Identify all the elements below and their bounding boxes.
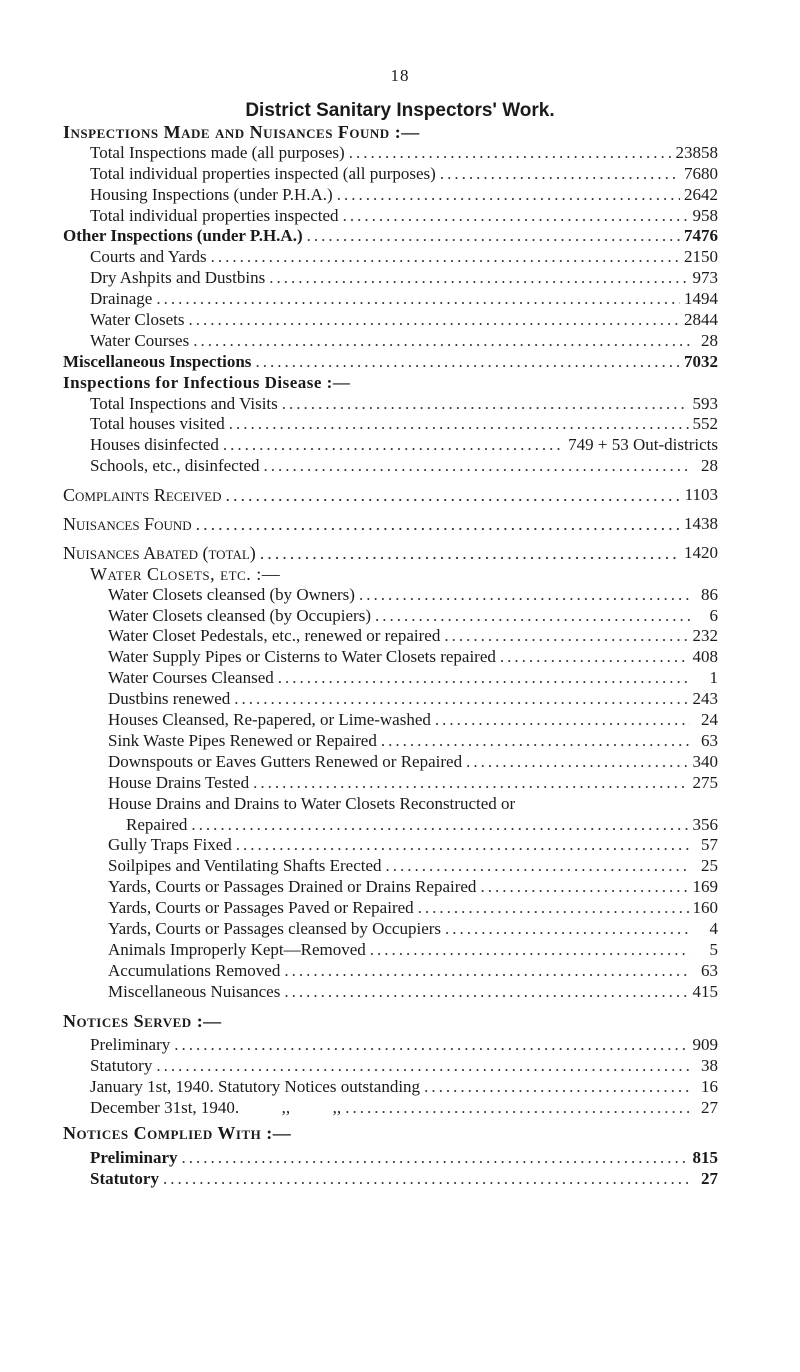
item-label: Total Inspections and Visits [90, 393, 278, 413]
list-item [0, 435, 800, 456]
leader-dots [163, 1169, 690, 1190]
item-value: 1 [709, 668, 718, 688]
leader-dots [284, 982, 688, 1003]
item-label: Miscellaneous Inspections [63, 351, 252, 371]
complaints-row [0, 485, 800, 506]
item-label: Schools, etc., disinfected [90, 456, 260, 476]
item-label: Complaints Received [63, 485, 222, 506]
item-label: Soilpipes and Ventilating Shafts Erected [108, 856, 382, 876]
item-value: 63 [701, 960, 718, 980]
page-number: 18 [390, 66, 410, 85]
section-heading-notices-complied: Notices Complied With :— [63, 1122, 292, 1143]
item-value: 28 [701, 456, 718, 476]
leader-dots [226, 485, 681, 506]
list-item [0, 835, 800, 856]
leader-dots [381, 731, 690, 752]
leader-dots [343, 206, 689, 227]
list-item [0, 310, 800, 331]
item-value: 243 [692, 689, 718, 709]
item-label: Preliminary [90, 1035, 171, 1055]
item-value: 38 [701, 1056, 718, 1076]
item-value: 4 [709, 918, 718, 938]
leader-dots [193, 331, 690, 352]
leader-dots [424, 1077, 690, 1098]
item-label: Total individual properties inspected (all purposes) [90, 163, 436, 183]
item-value: 28 [701, 330, 718, 350]
leader-dots [480, 877, 688, 898]
item-label: Animals Improperly Kept—Removed [108, 939, 366, 959]
item-value: 23858 [675, 142, 718, 162]
item-value: 27 [701, 1098, 718, 1118]
list-item [0, 456, 800, 477]
item-value: 27 [701, 1168, 718, 1188]
item-label-line [0, 794, 800, 815]
item-label: Preliminary [90, 1147, 178, 1167]
leader-dots [370, 940, 690, 961]
leader-dots [264, 456, 691, 477]
leader-dots [253, 773, 688, 794]
list-item [0, 585, 800, 606]
leader-dots [223, 435, 564, 456]
item-value: 63 [701, 730, 718, 750]
item-label: Nuisances Found [63, 514, 192, 535]
leader-dots [191, 815, 688, 836]
leader-dots [174, 1035, 688, 1056]
list-item [0, 247, 800, 268]
item-label: Yards, Courts or Passages cleansed by Occupiers [108, 918, 442, 938]
item-label: Total Inspections made (all purposes) [90, 142, 345, 162]
list-item [0, 164, 800, 185]
item-value: 169 [692, 877, 718, 897]
leader-dots [284, 961, 690, 982]
item-label: January 1st, 1940. Statutory Notices outstanding [90, 1077, 421, 1097]
item-value: 552 [692, 414, 718, 434]
subheading-infectious: Inspections for Infectious Disease :— [63, 372, 351, 392]
item-label: Gully Traps Fixed [108, 835, 232, 855]
item-value: 958 [692, 205, 718, 225]
item-label: Statutory [90, 1056, 153, 1076]
list-item [0, 1056, 800, 1077]
list-item [0, 185, 800, 206]
leader-dots [386, 856, 690, 877]
list-item [0, 414, 800, 435]
list-item [0, 773, 800, 794]
list-item [0, 940, 800, 961]
item-value: 7032 [684, 351, 718, 371]
item-label: Courts and Yards [90, 247, 207, 267]
list-item [0, 982, 800, 1003]
item-label: Housing Inspections (under P.H.A.) [90, 184, 333, 204]
item-value: 275 [692, 772, 718, 792]
item-value: 973 [692, 268, 718, 288]
item-value: 1103 [684, 485, 718, 505]
item-value: 25 [701, 856, 718, 876]
item-value: 593 [692, 393, 718, 413]
item-label: December 31st, 1940. ,, ,, [90, 1098, 342, 1118]
item-label: Water Supply Pipes or Cisterns to Water Closets repaired [108, 647, 496, 667]
item-label: Houses Cleansed, Re-papered, or Lime-washed [108, 710, 431, 730]
list-item [0, 815, 800, 836]
item-label: Other Inspections (under P.H.A.) [63, 226, 303, 246]
leader-dots [359, 585, 690, 606]
list-item [0, 352, 800, 373]
leader-dots [156, 289, 680, 310]
list-item [0, 143, 800, 164]
list-item [0, 1169, 800, 1190]
item-value: 24 [701, 710, 718, 730]
leader-dots [278, 668, 690, 689]
item-label: Total individual properties inspected [90, 205, 339, 225]
list-item [0, 647, 800, 668]
item-label: Repaired [126, 814, 188, 834]
list-item [0, 1035, 800, 1056]
item-label: Water Closets [90, 310, 185, 330]
leader-dots [229, 414, 689, 435]
item-label: Water Closets cleansed (by Occupiers) [108, 605, 371, 625]
leader-dots [337, 185, 680, 206]
list-item [0, 710, 800, 731]
list-item [0, 394, 800, 415]
leader-dots [182, 1148, 689, 1169]
list-item [0, 268, 800, 289]
item-value: 5 [709, 939, 718, 959]
list-item [0, 289, 800, 310]
list-item [0, 668, 800, 689]
item-value: 2642 [684, 184, 718, 204]
leader-dots [444, 626, 688, 647]
item-value: 7476 [684, 226, 718, 246]
item-value: 415 [692, 981, 718, 1001]
leader-dots [188, 310, 680, 331]
item-value: 232 [692, 626, 718, 646]
subheading-water-closets: Water Closets, etc. :— [90, 563, 281, 584]
nuisances-abated-row [0, 543, 800, 564]
leader-dots [282, 394, 689, 415]
item-label: Houses disinfected [90, 435, 219, 455]
leader-dots [196, 514, 680, 535]
item-value: 815 [692, 1147, 718, 1167]
list-item [0, 1098, 800, 1119]
item-value: 1420 [684, 542, 718, 562]
item-label: Total houses visited [90, 414, 225, 434]
nuisances-found-row [0, 514, 800, 535]
leader-dots [255, 352, 680, 373]
list-item [0, 731, 800, 752]
leader-dots [156, 1056, 690, 1077]
item-label: Water Closets cleansed (by Owners) [108, 584, 355, 604]
item-label: Drainage [90, 289, 153, 309]
item-label: House Drains and Drains to Water Closets Reconstructed or [108, 793, 516, 813]
item-value: 408 [692, 647, 718, 667]
item-label: House Drains Tested [108, 772, 250, 792]
list-item [0, 898, 800, 919]
leader-dots [307, 226, 680, 247]
list-item [0, 1148, 800, 1169]
item-value: 57 [701, 835, 718, 855]
item-label: Yards, Courts or Passages Paved or Repaired [108, 898, 414, 918]
list-item [0, 689, 800, 710]
leader-dots [500, 647, 689, 668]
item-value: 2844 [684, 310, 718, 330]
item-value: 2150 [684, 247, 718, 267]
item-value: 1494 [684, 289, 718, 309]
leader-dots [236, 835, 690, 856]
item-label: Statutory [90, 1168, 159, 1188]
list-item [0, 606, 800, 627]
page-title: District Sanitary Inspectors' Work. [245, 100, 555, 121]
item-value: 356 [692, 814, 718, 834]
leader-dots [375, 606, 690, 627]
leader-dots [418, 898, 689, 919]
list-item [0, 226, 800, 247]
report-body [0, 122, 800, 1190]
item-value: 160 [692, 898, 718, 918]
leader-dots [435, 710, 690, 731]
item-label: Water Closet Pedestals, etc., renewed or repaired [108, 626, 441, 646]
item-value: 1438 [684, 514, 718, 534]
item-value: 86 [701, 584, 718, 604]
list-item [0, 752, 800, 773]
list-item [0, 919, 800, 940]
item-value: 340 [692, 751, 718, 771]
item-value: 6 [709, 605, 718, 625]
item-label: Downspouts or Eaves Gutters Renewed or Repaired [108, 751, 463, 771]
item-label: Accumulations Removed [108, 960, 281, 980]
item-label: Nuisances Abated (total) [63, 542, 256, 563]
section-heading-inspections: Inspections Made and Nuisances Found :— [63, 122, 420, 142]
item-label: Sink Waste Pipes Renewed or Repaired [108, 730, 377, 750]
leader-dots [349, 143, 672, 164]
list-item [0, 856, 800, 877]
item-label: Dustbins renewed [108, 689, 231, 709]
item-label: Water Courses [90, 330, 190, 350]
item-label: Yards, Courts or Passages Drained or Drains Repaired [108, 877, 477, 897]
item-label: Water Courses Cleansed [108, 668, 274, 688]
list-item [0, 877, 800, 898]
section-heading-notices-served: Notices Served :— [63, 1010, 222, 1031]
item-label: Miscellaneous Nuisances [108, 981, 281, 1001]
list-item [0, 1077, 800, 1098]
leader-dots [445, 919, 690, 940]
item-value: 909 [692, 1035, 718, 1055]
list-item [0, 331, 800, 352]
leader-dots [234, 689, 688, 710]
leader-dots [345, 1098, 690, 1119]
leader-dots [466, 752, 688, 773]
list-item [0, 626, 800, 647]
list-item [0, 206, 800, 227]
list-item [0, 961, 800, 982]
item-label: Dry Ashpits and Dustbins [90, 268, 266, 288]
item-value: 749 + 53 Out-districts [568, 435, 718, 455]
item-value: 16 [701, 1077, 718, 1097]
leader-dots [440, 164, 680, 185]
leader-dots [260, 543, 680, 564]
leader-dots [211, 247, 680, 268]
item-value: 7680 [684, 163, 718, 183]
leader-dots [269, 268, 688, 289]
